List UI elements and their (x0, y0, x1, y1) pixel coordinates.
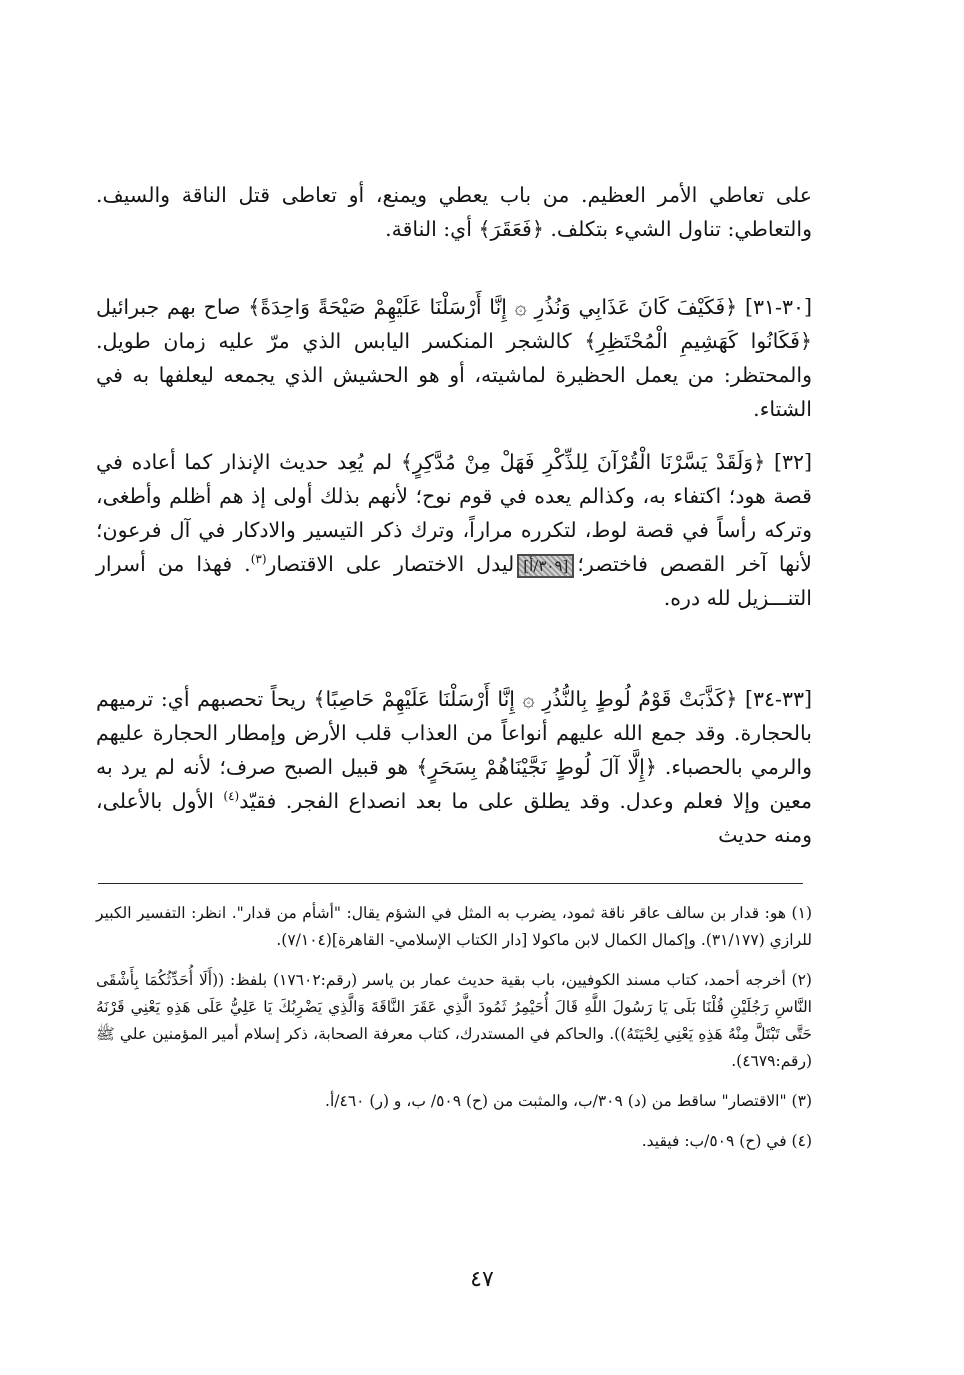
footnote-3: (٣) "الاقتصار" ساقط من (د) ٣٠٩/ب، والمثبت من (ح) ٥٠٩/ ب، و (ر) ٤٦٠/أ. (325, 1092, 812, 1110)
paragraph-2-content (96, 290, 812, 426)
footnote-2: (٢) أخرجه أحمد، كتاب مسند الكوفيين، باب بقية حديث عمار بن ياسر (رقم:١٧٦٠٢) بلفظ: ((أَلَا أُحَدِّثُكُمَا بِأَشْقَى النَّاسِ رَجُلَيْنِ قُلْنَا بَلَى يَا رَسُولَ اللَّهِ قَالَ أُحَيْمِرُ ثَمُودَ الَّذِي عَقَرَ النَّاقَةَ وَالَّذِي يَضْرِبُكَ يَا عَلِيُّ عَلَى هَذِهِ يَعْنِي قَرْنَهُ حَتَّى تَبْتَلَّ مِنْهُ هَذِهِ يَعْنِي لِحْيَتَهُ)). والحاكم في المستدرك، كتاب معرفة الصحابة، ذكر إسلام أمير المؤمنين علي ﷺ (رقم:٤٦٧٩). (96, 971, 812, 1070)
paragraph-3 (96, 445, 812, 615)
paragraph-3-text-continued: ليدل الاختصار على الاقتصار (266, 552, 515, 576)
paragraph-4-text: ﴿كَذَّبَتْ قَوْمُ لُوطٍ بِالنُّذُرِ ۞ إِنَّا أَرْسَلْنَا عَلَيْهِمْ حَاصِبًا﴾ ريحاً تحصبهم أي: ترميهم بالحجارة. وقد جمع الله عليهم أنواعاً من العذاب قلب الأرض وإمطار الحجارة عليهم والرمي بالحصباء. ﴿إِلَّا آلَ لُوطٍ نَجَّيْنَاهُمْ بِسَحَرٍ﴾ هو قبيل الصبح صرف؛ لأنه لم يرد به معين وإلا فعلم وعدل. وقد يطلق على ما بعد انصداع الفجر. فقيّد (96, 687, 812, 813)
manuscript-folio-mark: [٣٠٩/أ] (517, 554, 574, 578)
footnote-marker-4: (٤) (223, 789, 240, 804)
paragraph-1 (96, 178, 812, 246)
paragraph-2 (96, 290, 812, 426)
footnote-divider (98, 883, 803, 884)
paragraph-4-text-end: الأول بالأعلى، ومنه حديث (96, 789, 812, 847)
footnotes (96, 900, 812, 1168)
paragraph-3-text: ﴿وَلَقَدْ يَسَّرْنَا الْقُرْآنَ لِلذِّكْرِ فَهَلْ مِنْ مُدَّكِرٍ﴾ لم يُعِد حديث الإنذار كما أعاده في قصة هود؛ اكتفاء به، وكذالم يعده في قوم نوح؛ لأنهم بذلك أولى إذ هم أظلم وأطغى، وتركه رأساً في قصة لوط، لتكرره مراراً، وترك ذكر التيسير والادكار في آل فرعون؛ لأنها آخر القصص فاختصر؛ (96, 450, 812, 576)
footnote-marker-3: (٣) (250, 552, 267, 567)
paragraph-2-text: ﴿فَكَيْفَ كَانَ عَذَابِي وَنُذُرِ ۞ إِنَّا أَرْسَلْنَا عَلَيْهِمْ صَيْحَةً وَاحِدَةً﴾ صاح بهم جبرائيل ﴿فَكَانُوا كَهَشِيمِ الْمُحْتَظِرِ﴾ كالشجر المنكسر اليابس الذي مرّ عليه زمان طويل. والمحتظر: من يعمل الحظيرة لماشيته، أو هو الحشيش الذي يجمعه ليعلفها به في الشتاء. (96, 295, 812, 421)
paragraph-4 (96, 682, 812, 852)
paragraph-3-text-end: . فهذا من أسرار التنـــزيل لله دره. (96, 552, 812, 610)
paragraph-1-text: على تعاطي الأمر العظيم. من باب يعطي ويمنع، أو تعاطى قتل الناقة والسيف. والتعاطي: تناول الشيء بتكلف. ﴿فَعَقَرَ﴾ أي: الناقة. (96, 183, 812, 241)
verse-reference: [٣٢] (773, 450, 812, 474)
page-number: ٤٧ (470, 1267, 494, 1292)
verse-reference: [٣٣-٣٤] (745, 687, 812, 711)
footnote-4: (٤) في (ح) ٥٠٩/ب: فيقيد. (641, 1132, 812, 1150)
verse-reference: [٣٠-٣١] (744, 295, 812, 319)
footnote-1: (١) هو: قدار بن سالف عاقر ناقة ثمود، يضرب به المثل في الشؤم يقال: "أشأم من قدار". انظر: التفسير الكبير للرازي (٣١/١٧٧). وإكمال الكمال لابن ماكولا [دار الكتاب الإسلامي- القاهرة](٧/١٠٤). (96, 904, 812, 949)
paragraph-4-content (96, 682, 812, 852)
paragraph-3-content (96, 445, 812, 615)
